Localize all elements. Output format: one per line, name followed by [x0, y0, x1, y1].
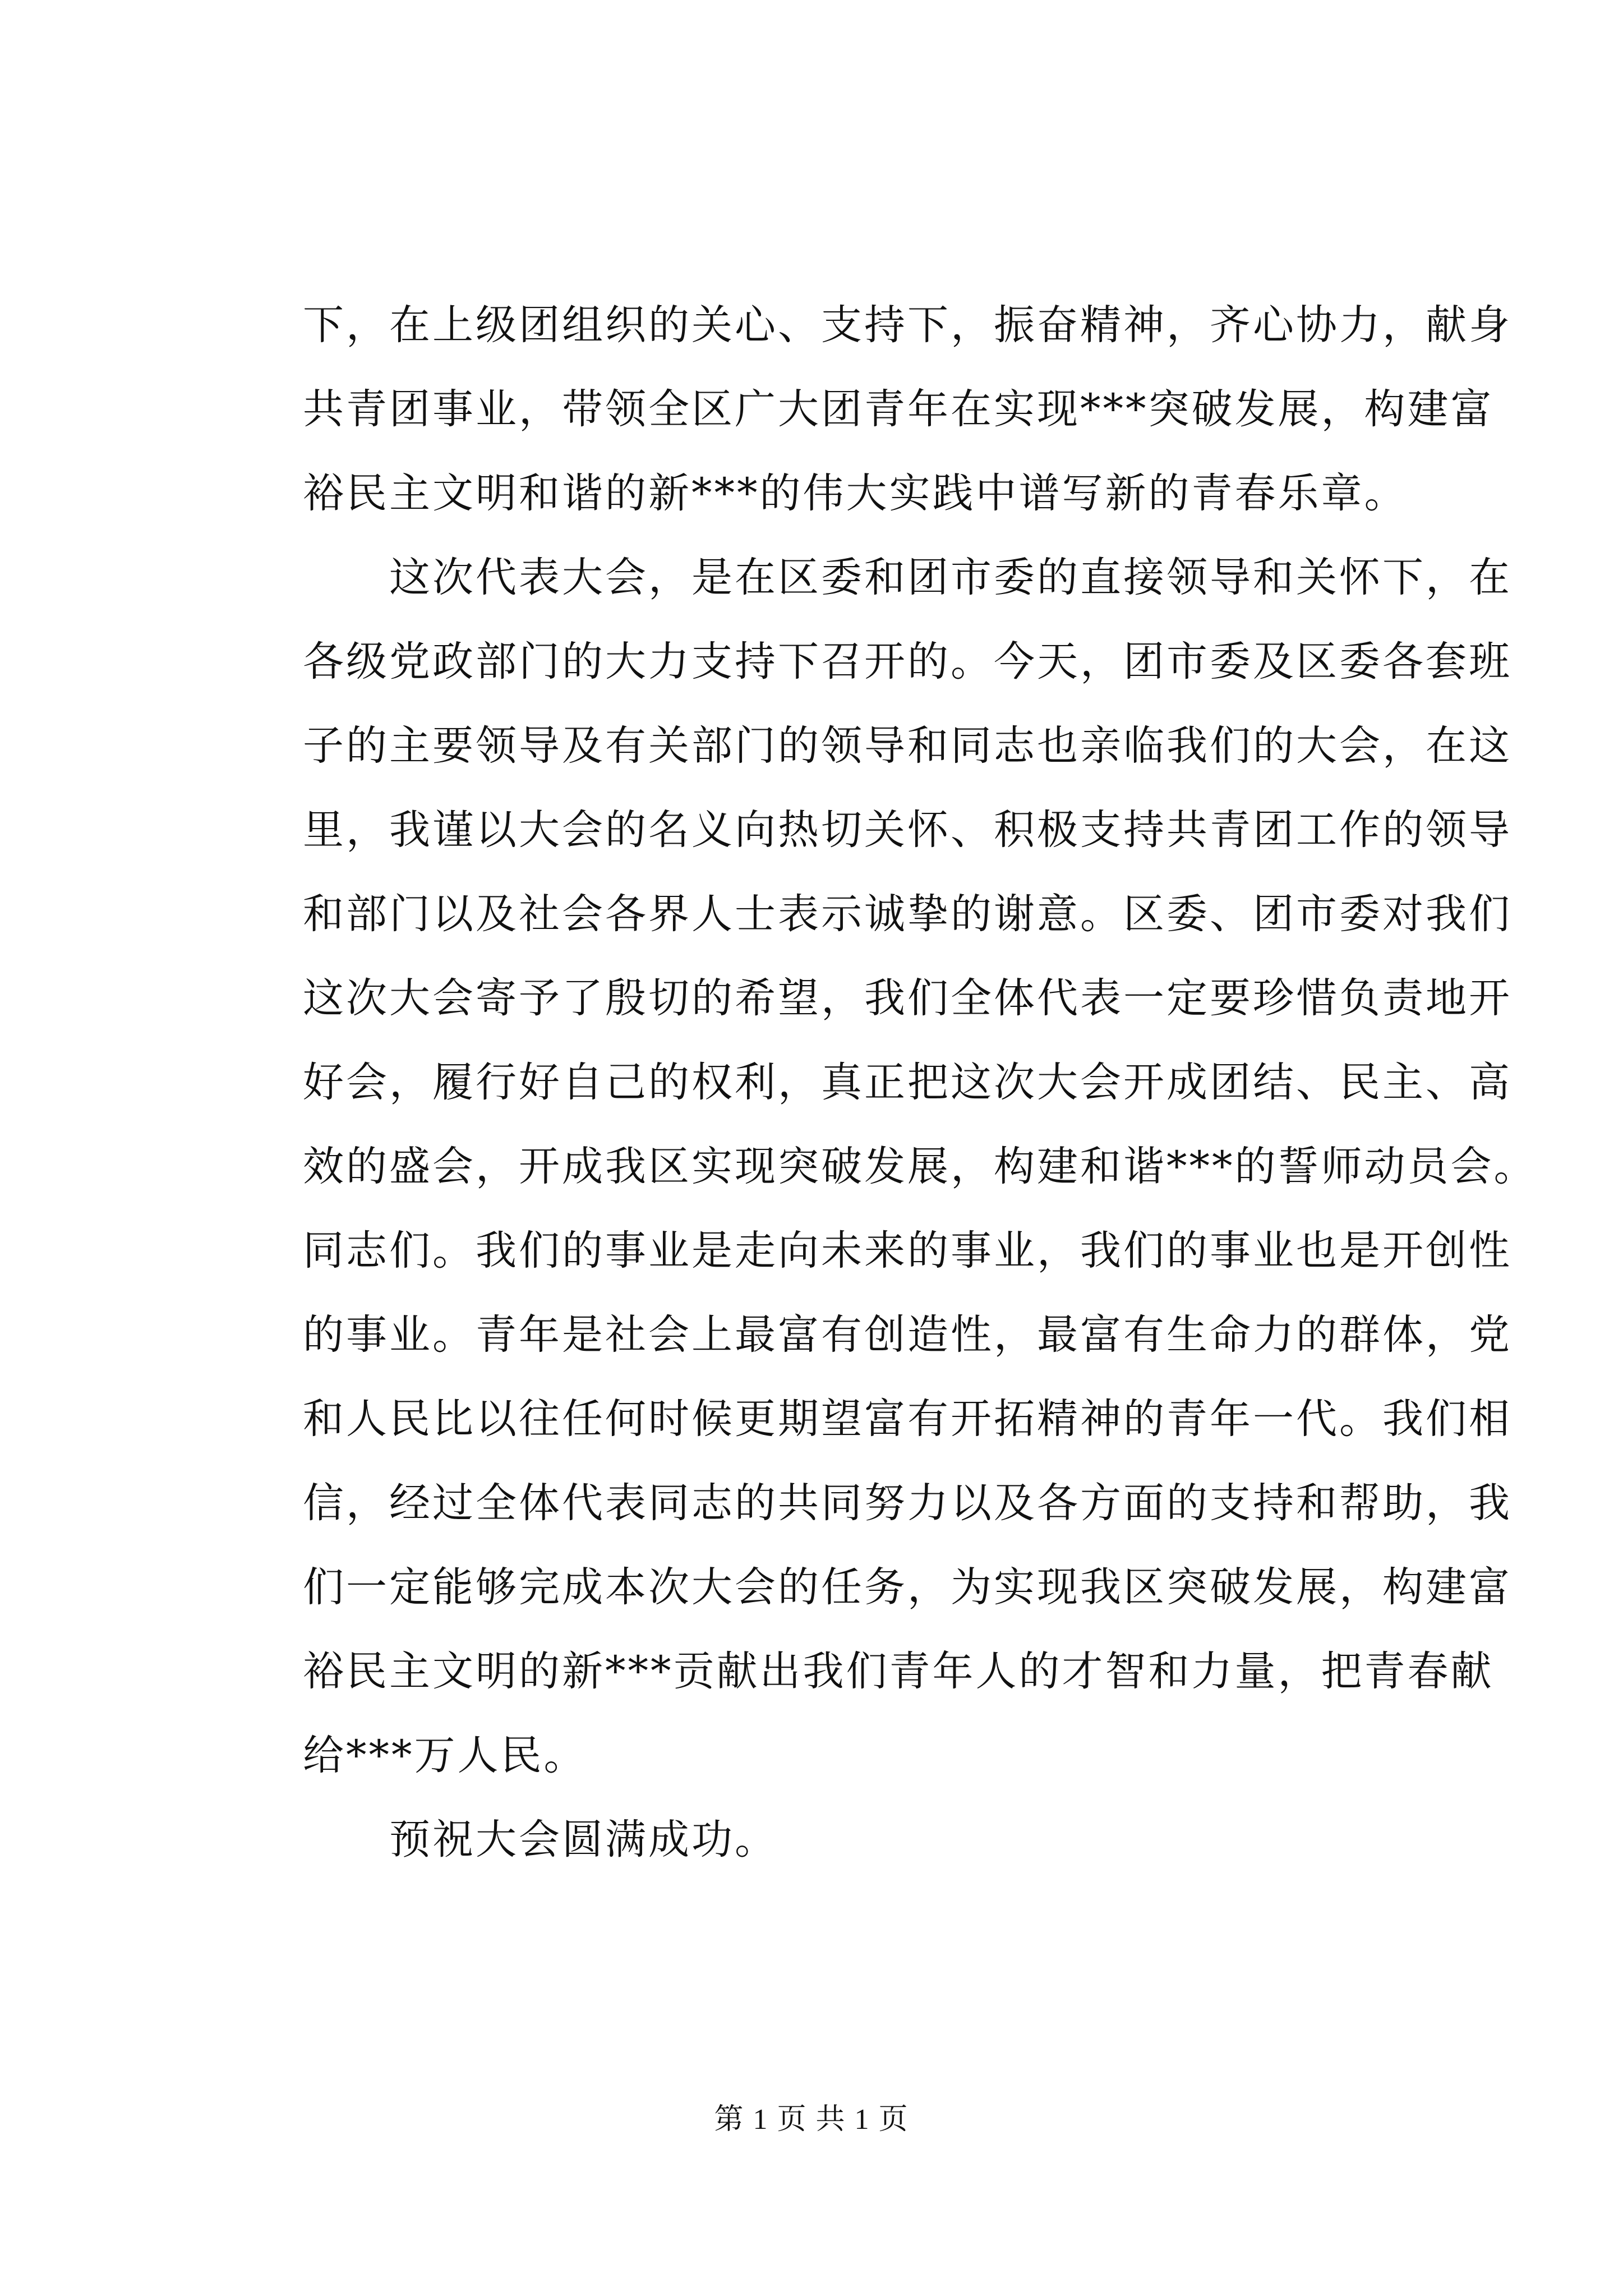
text-line: 裕民主文明和谐的新***的伟大实践中谱写新的青春乐章。: [303, 470, 1408, 517]
text-line: 下，在上级团组织的关心、支持下，振奋精神，齐心协力，献身: [303, 301, 1512, 349]
text-line: 给***万人民。: [303, 1732, 587, 1779]
text-line: 同志们。我们的事业是走向未来的事业，我们的事业也是开创性: [303, 1227, 1512, 1274]
text-line: 共青团事业，带领全区广大团青年在实现***突破发展，构建富: [303, 385, 1494, 433]
text-line: 们一定能够完成本次大会的任务，为实现我区突破发展，构建富: [303, 1563, 1512, 1611]
document-body: [303, 283, 1537, 1882]
text-line: 和部门以及社会各界人士表示诚挚的谢意。区委、团市委对我们: [303, 890, 1512, 938]
text-line: 的事业。青年是社会上最富有创造性，最富有生命力的群体，党: [303, 1311, 1512, 1359]
text-line: 好会，履行好自己的权利，真正把这次大会开成团结、民主、高: [303, 1059, 1512, 1106]
page-number-footer: 第 1 页 共 1 页: [714, 2104, 909, 2136]
text-line: 和人民比以往任何时候更期望富有开拓精神的青年一代。我们相: [303, 1395, 1512, 1443]
text-line: 里，我谨以大会的名义向热切关怀、积极支持共青团工作的领导: [303, 806, 1512, 854]
text-line: 各级党政部门的大力支持下召开的。今天，团市委及区委各套班: [303, 638, 1512, 685]
text-line: 裕民主文明的新***贡献出我们青年人的才智和力量，把青春献: [303, 1648, 1494, 1695]
text-line: 这次代表大会，是在区委和团市委的直接领导和关怀下，在: [303, 554, 1512, 601]
text-line: 信，经过全体代表同志的共同努力以及各方面的支持和帮助，我: [303, 1479, 1512, 1527]
text-line: 效的盛会，开成我区实现突破发展，构建和谐***的誓师动员会。: [303, 1143, 1537, 1190]
text-line: 预祝大会圆满成功。: [303, 1816, 778, 1864]
text-line: 这次大会寄予了殷切的希望，我们全体代表一定要珍惜负责地开: [303, 974, 1512, 1022]
text-line: 子的主要领导及有关部门的领导和同志也亲临我们的大会，在这: [303, 722, 1512, 770]
